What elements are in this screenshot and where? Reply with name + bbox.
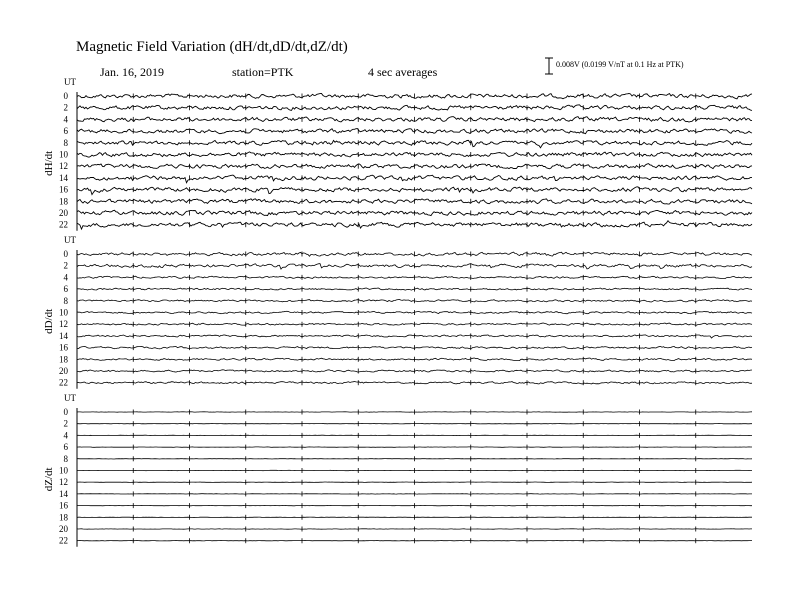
averaging-label: 4 sec averages bbox=[368, 65, 438, 79]
hour-tick-label: 18 bbox=[59, 354, 68, 365]
hour-tick-label: 16 bbox=[59, 500, 68, 511]
hour-tick-label: 22 bbox=[59, 535, 68, 546]
ut-axis-label: UT bbox=[64, 77, 76, 87]
hour-tick-label: 6 bbox=[63, 442, 68, 453]
hour-tick-label: 12 bbox=[59, 161, 68, 172]
hour-tick-label: 12 bbox=[59, 477, 68, 488]
hour-tick-label: 8 bbox=[63, 295, 68, 306]
ut-axis-label: UT bbox=[64, 393, 76, 403]
hour-tick-label: 8 bbox=[63, 137, 68, 148]
hour-tick-label: 20 bbox=[59, 208, 68, 218]
hour-tick-label: 20 bbox=[59, 366, 68, 376]
hour-tick-label: 16 bbox=[59, 184, 68, 195]
hour-tick-label: 16 bbox=[59, 342, 68, 353]
hour-tick-label: 22 bbox=[59, 377, 68, 388]
chart-title: Magnetic Field Variation (dH/dt,dD/dt,dZ/dt) bbox=[76, 39, 348, 55]
hour-tick-label: 10 bbox=[59, 149, 68, 160]
hour-tick-label: 10 bbox=[59, 465, 68, 476]
hour-tick-label: 18 bbox=[59, 512, 68, 523]
component-label: dH/dt bbox=[43, 150, 55, 176]
hour-tick-label: 6 bbox=[63, 126, 68, 137]
ut-axis-label: UT bbox=[64, 235, 76, 245]
hour-tick-label: 14 bbox=[59, 172, 68, 183]
hour-tick-label: 14 bbox=[59, 488, 68, 499]
component-label: dD/dt bbox=[43, 308, 55, 334]
hour-tick-label: 4 bbox=[63, 430, 68, 441]
hour-tick-label: 2 bbox=[63, 418, 68, 429]
component-label: dZ/dt bbox=[43, 467, 55, 492]
hour-tick-label: 0 bbox=[63, 249, 68, 259]
date-label: Jan. 16, 2019 bbox=[100, 65, 164, 79]
scale-bar-label: 0.008V (0.0199 V/nT at 0.1 Hz at PTK) bbox=[556, 60, 684, 69]
hour-tick-label: 4 bbox=[63, 272, 68, 283]
hour-tick-label: 10 bbox=[59, 307, 68, 318]
hour-tick-label: 2 bbox=[63, 260, 68, 271]
hour-tick-label: 12 bbox=[59, 319, 68, 330]
station-label: station=PTK bbox=[232, 65, 294, 79]
hour-tick-label: 8 bbox=[63, 453, 68, 464]
hour-tick-label: 2 bbox=[63, 102, 68, 113]
hour-tick-label: 4 bbox=[63, 114, 68, 125]
hour-tick-label: 0 bbox=[63, 407, 68, 417]
hour-tick-label: 0 bbox=[63, 91, 68, 101]
hour-tick-label: 6 bbox=[63, 284, 68, 295]
hour-tick-label: 20 bbox=[59, 524, 68, 534]
hour-tick-label: 18 bbox=[59, 196, 68, 207]
hour-tick-label: 14 bbox=[59, 330, 68, 341]
hour-tick-label: 22 bbox=[59, 219, 68, 230]
